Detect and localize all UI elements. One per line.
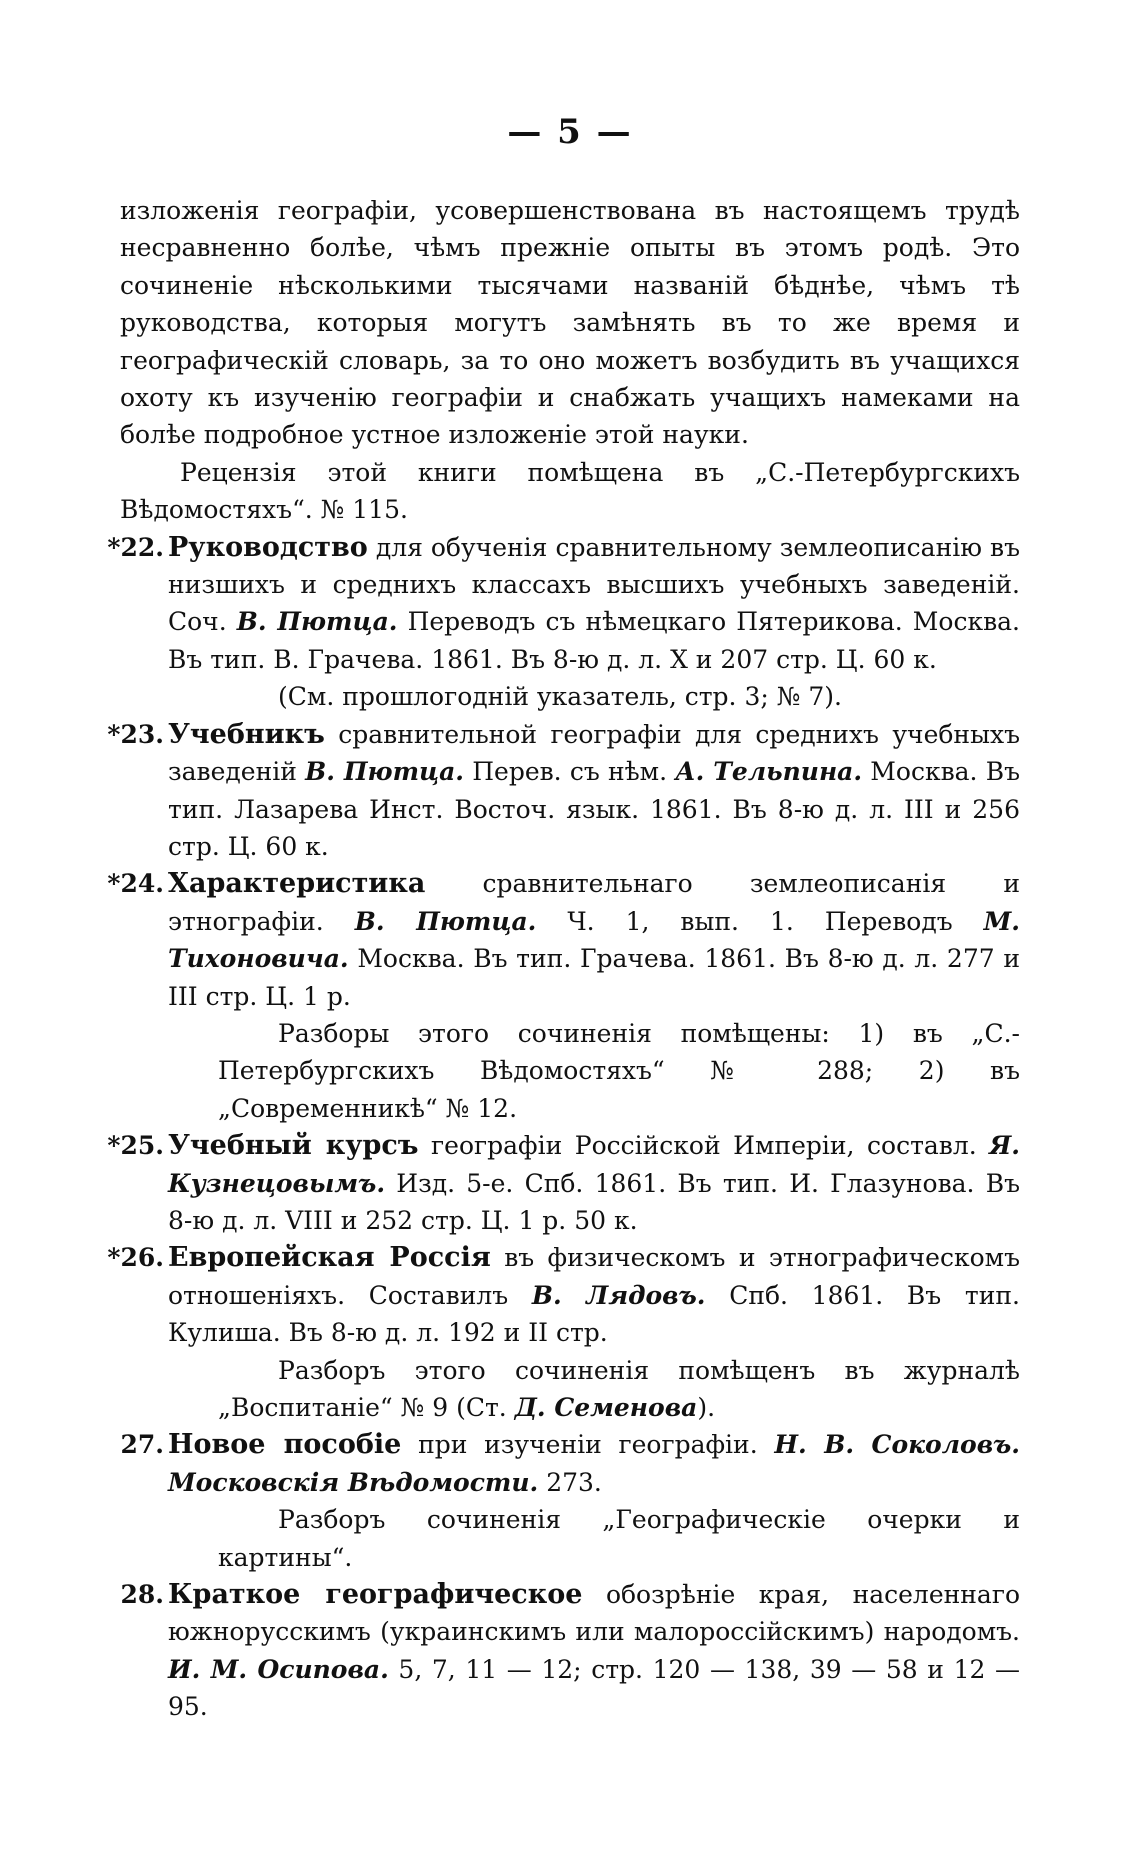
entry-number: *22. [107, 532, 164, 562]
entry-text: 5, 7, 11 — 12; стр. 120 — 138, 39 — 58 и 12 — 95. [168, 1654, 1020, 1722]
entry-number: *24. [107, 869, 164, 899]
entry-text: сравнительнаго землеописанія и этнографіи. [168, 869, 1020, 936]
entry-title: Краткое географическое [168, 1579, 583, 1611]
entry-text: Москва. Въ тип. Лазарева Инст. Восточ. язык. 1861. Въ 8-ю д. л. III и 256 стр. Ц. 60 к. [168, 757, 1020, 861]
entry-26 [107, 1239, 1020, 1351]
entry-author: В. Лядовъ. [531, 1280, 706, 1310]
entry-text: Спб. 1861. Въ тип. Кулиша. Въ 8-ю д. л. 192 и II стр. [168, 1280, 1020, 1348]
entry-number: *23. [107, 719, 164, 749]
entry-title: Руководство [168, 531, 368, 563]
entry-translator: М. Тихоновича. [168, 906, 1020, 974]
entry-27-note: Разборъ сочиненія „Географическіе очерки и картины“. [218, 1505, 1020, 1572]
entry-28 [120, 1576, 1020, 1726]
entry-title: Учебный курсъ [168, 1130, 419, 1162]
entry-text: Ч. 1, вып. 1. Переводъ [536, 906, 984, 936]
entry-title: Учебникъ [168, 718, 325, 750]
entry-title: Характеристика [168, 868, 426, 900]
entry-number: 28. [120, 1580, 164, 1610]
intro-paragraph: изложенія географіи, усовершенствована въ настоящемъ трудѣ несравненно болѣе, чѣмъ прежніе опыты въ этомъ родѣ. Это сочиненіе нѣсколькими тысячами названій бѣднѣе, чѣмъ тѣ руководства, которыя могутъ замѣнять въ то же время и географическій словарь, за то оно можетъ возбудить въ учащихся охоту къ изученію географіи и снабжать учащихъ намеками на болѣе подробное устное изложеніе этой науки. [120, 196, 1020, 450]
page-number: — 5 — [507, 112, 633, 152]
entry-author: Н. В. Соколовъ. Московскія Вѣдомости. [168, 1430, 1020, 1497]
entry-text: Изд. 5-е. Спб. 1861. Въ тип. И. Глазунова. Въ 8-ю д. л. VIII и 252 стр. Ц. 1 р. 50 к. [168, 1168, 1020, 1235]
entry-text: сравнительной географіи для среднихъ учебныхъ заведеній [168, 719, 1020, 787]
note-text: Разборъ этого сочиненія помѣщенъ въ журналѣ „Воспитаніе“ № 9 (Ст. [218, 1355, 1020, 1422]
entry-25 [107, 1127, 1020, 1239]
entry-author: В. Пютца. [354, 906, 537, 936]
entry-27 [120, 1426, 1020, 1501]
entry-number: *25. [107, 1131, 164, 1161]
entry-text: Москва. Въ тип. Грачева. 1861. Въ 8-ю д. л. 277 и III стр. Ц. 1 р. [168, 944, 1020, 1011]
entry-number: 27. [120, 1430, 164, 1460]
entry-title: Европейская Россія [168, 1242, 491, 1274]
page-body [107, 192, 1020, 1726]
entry-text: Перев. съ нѣм. [464, 757, 676, 787]
entry-translator: А. Тельпина. [675, 757, 863, 787]
entry-author: И. М. Осипова. [168, 1654, 389, 1684]
entry-author: Я. Кузнецовымъ. [168, 1131, 1020, 1198]
entry-26-note [218, 1352, 1020, 1427]
entry-24 [107, 865, 1020, 1015]
entry-22-note: (См. прошлогодній указатель, стр. 3; № 7). [278, 682, 842, 712]
note-author: Д. Семенова [514, 1393, 698, 1422]
entry-number: *26. [107, 1243, 164, 1273]
intro-review-note: Рецензія этой книги помѣщена въ „С.-Петербургскихъ Вѣдомостяхъ“. № 115. [120, 457, 1020, 525]
entry-text: 273. [538, 1467, 602, 1497]
entry-author: В. Пютца. [236, 607, 398, 637]
entry-author: В. Пютца. [305, 757, 465, 787]
entry-title: Новое пособіе [168, 1429, 402, 1461]
entry-text: для обученія сравнительному землеописанію въ низшихъ и среднихъ классахъ высшихъ учебныхъ заведеній. Соч. [168, 532, 1020, 637]
entry-text: въ физическомъ и этнографическомъ отношеніяхъ. Составилъ [168, 1243, 1020, 1310]
entry-23 [107, 716, 1020, 866]
entry-text: Переводъ съ нѣмецкаго Пятерикова. Москва. Въ тип. В. Грачева. 1861. Въ 8-ю д. л. X и 207 стр. Ц. 60 к. [168, 607, 1020, 674]
entry-22 [107, 529, 1020, 679]
entry-text: обозрѣніе края, населеннаго южнорусскимъ (украинскимъ или малороссійскимъ) народомъ. [168, 1580, 1020, 1647]
entry-24-note: Разборы этого сочиненія помѣщены: 1) въ „С.-Петербургскихъ Вѣдомостяхъ“ № 288; 2) въ „Современникѣ“ № 12. [218, 1018, 1020, 1123]
entry-text: географіи Россійской Имперіи, составл. [418, 1131, 990, 1161]
entry-text: при изученіи географіи. [401, 1430, 775, 1460]
note-text: ). [697, 1393, 716, 1422]
